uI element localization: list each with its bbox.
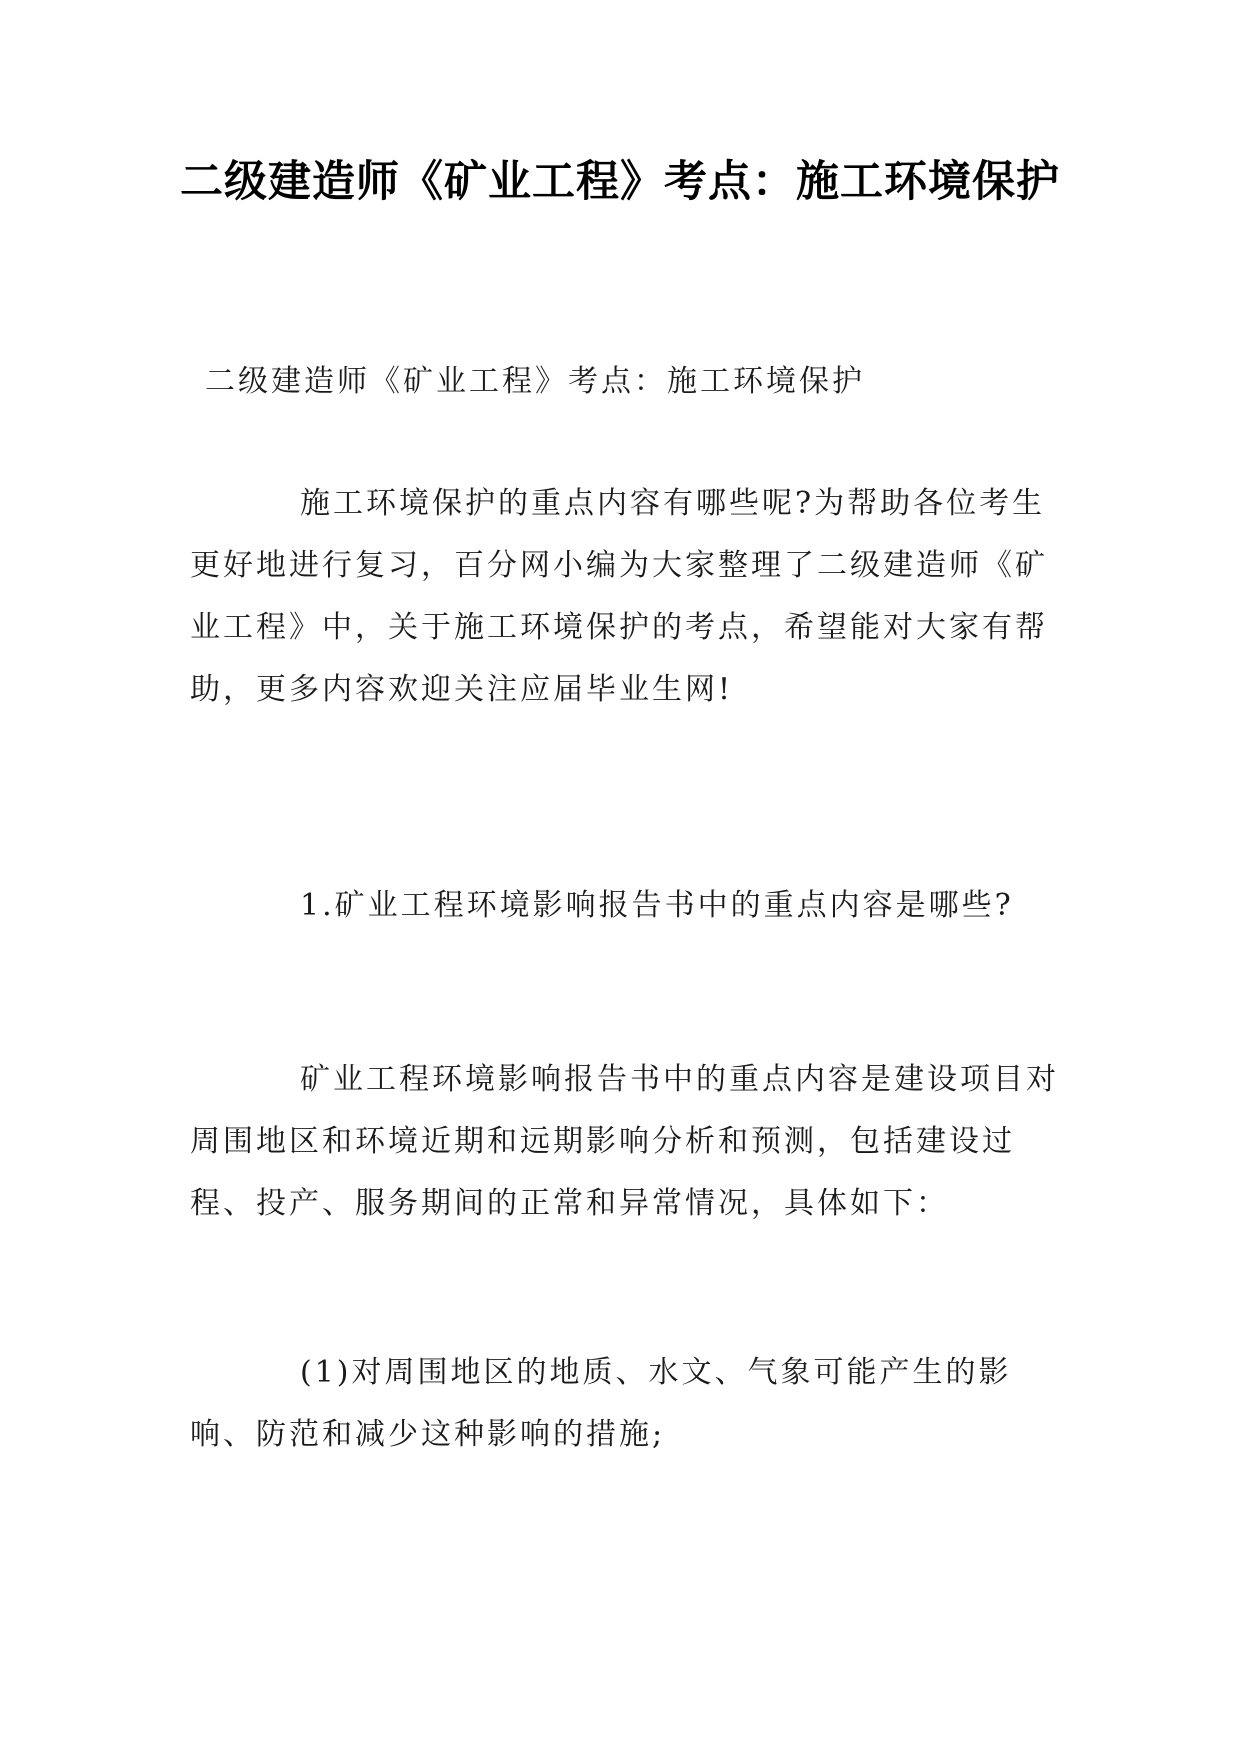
answer-paragraph: 矿业工程环境影响报告书中的重点内容是建设项目对周围地区和环境近期和远期影响分析和预测，包括建设过程、投产、服务期间的正常和异常情况，具体如下：: [190, 1062, 1059, 1221]
intro-paragraph: 施工环境保护的重点内容有哪些呢?为帮助各位考生更好地进行复习，百分网小编为大家整理了二级建造师《矿业工程》中，关于施工环境保护的考点，希望能对大家有帮助，更多内容欢迎关注应届毕业生网!: [190, 486, 1048, 707]
list-item-1: (1)对周围地区的地质、水文、气象可能产生的影响、防范和减少这种影响的措施;: [190, 1355, 1012, 1452]
document-subtitle: 二级建造师《矿业工程》考点：施工环境保护: [205, 364, 865, 399]
question-heading: 1.矿业工程环境影响报告书中的重点内容是哪些?: [300, 888, 1014, 923]
page-title: 二级建造师《矿业工程》考点：施工环境保护: [180, 157, 1060, 207]
